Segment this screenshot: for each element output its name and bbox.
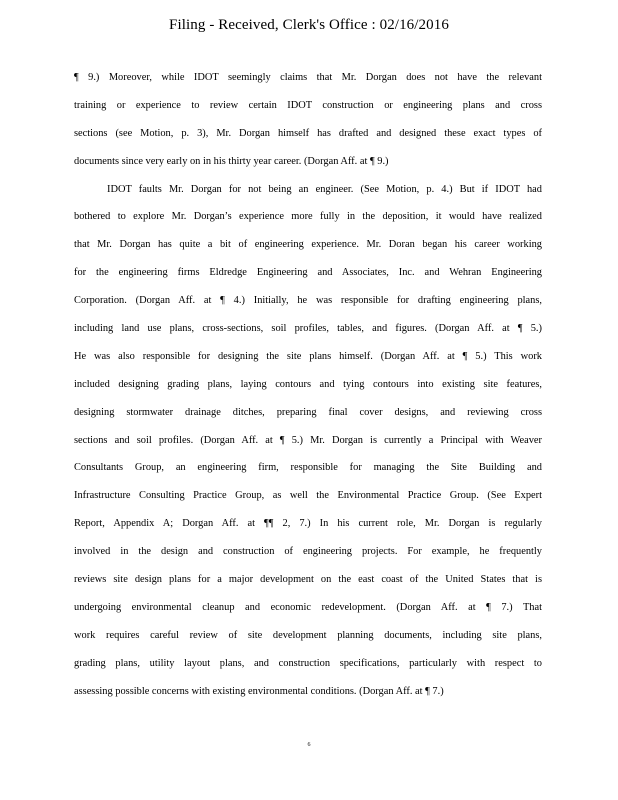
- text-line: undergoing environmental cleanup and economic redevelopment. (Dorgan Aff. at ¶ 7.) That: [74, 601, 542, 613]
- text-line: Infrastructure Consulting Practice Group, as well the Environmental Practice Group. (See Expert: [74, 490, 542, 502]
- text-line: that Mr. Dorgan has quite a bit of engineering experience. Mr. Doran began his career working: [74, 239, 542, 251]
- text-line: Report, Appendix A; Dorgan Aff. at ¶¶ 2, 7.) In his current role, Mr. Dorgan is regularly: [74, 518, 542, 530]
- text-line: sections (see Motion, p. 3), Mr. Dorgan himself has drafted and designed these exact types of: [74, 127, 542, 139]
- body-text: [74, 68, 542, 709]
- text-line: reviews site design plans for a major development on the east coast of the United States that is: [74, 574, 542, 586]
- text-line: IDOT faults Mr. Dorgan for not being an engineer. (See Motion, p. 4.) But if IDOT had: [107, 183, 542, 195]
- text-line: including land use plans, cross-sections, soil profiles, tables, and figures. (Dorgan Aff. at ¶ 5.): [74, 323, 542, 335]
- text-line: included designing grading plans, laying contours and tying contours into existing site features,: [74, 378, 542, 390]
- text-line: training or experience to review certain IDOT construction or engineering plans and cross: [74, 99, 542, 111]
- page-number: 6: [307, 742, 311, 748]
- text-line: ¶ 9.) Moreover, while IDOT seemingly claims that Mr. Dorgan does not have the relevant: [74, 72, 542, 83]
- text-line: He was also responsible for designing the site plans himself. (Dorgan Aff. at ¶ 5.) This work: [74, 350, 542, 362]
- text-line: documents since very early on in his thirty year career. (Dorgan Aff. at ¶ 9.): [74, 155, 389, 167]
- text-line: sections and soil profiles. (Dorgan Aff. at ¶ 5.) Mr. Dorgan is currently a Principal with Weaver: [74, 434, 542, 446]
- text-line: Consultants Group, an engineering firm, responsible for managing the Site Building and: [74, 462, 542, 474]
- text-line: assessing possible concerns with existing environmental conditions. (Dorgan Aff. at ¶ 7.): [74, 685, 444, 697]
- text-line: involved in the design and construction of engineering projects. For example, he frequently: [74, 546, 542, 558]
- text-line: work requires careful review of site development planning documents, including site plans,: [74, 629, 542, 641]
- text-line: bothered to explore Mr. Dorgan’s experience more fully in the deposition, it would have realized: [74, 211, 542, 223]
- text-line: grading plans, utility layout plans, and construction specifications, particularly with respect to: [74, 657, 542, 669]
- text-line: designing stormwater drainage ditches, preparing final cover designs, and reviewing cross: [74, 406, 542, 418]
- text-line: for the engineering firms Eldredge Engineering and Associates, Inc. and Wehran Engineering: [74, 267, 542, 279]
- text-line: Corporation. (Dorgan Aff. at ¶ 4.) Initially, he was responsible for drafting engineering plans,: [74, 295, 542, 307]
- filing-stamp-header: Filing - Received, Clerk's Office : 02/16/2016: [169, 17, 449, 33]
